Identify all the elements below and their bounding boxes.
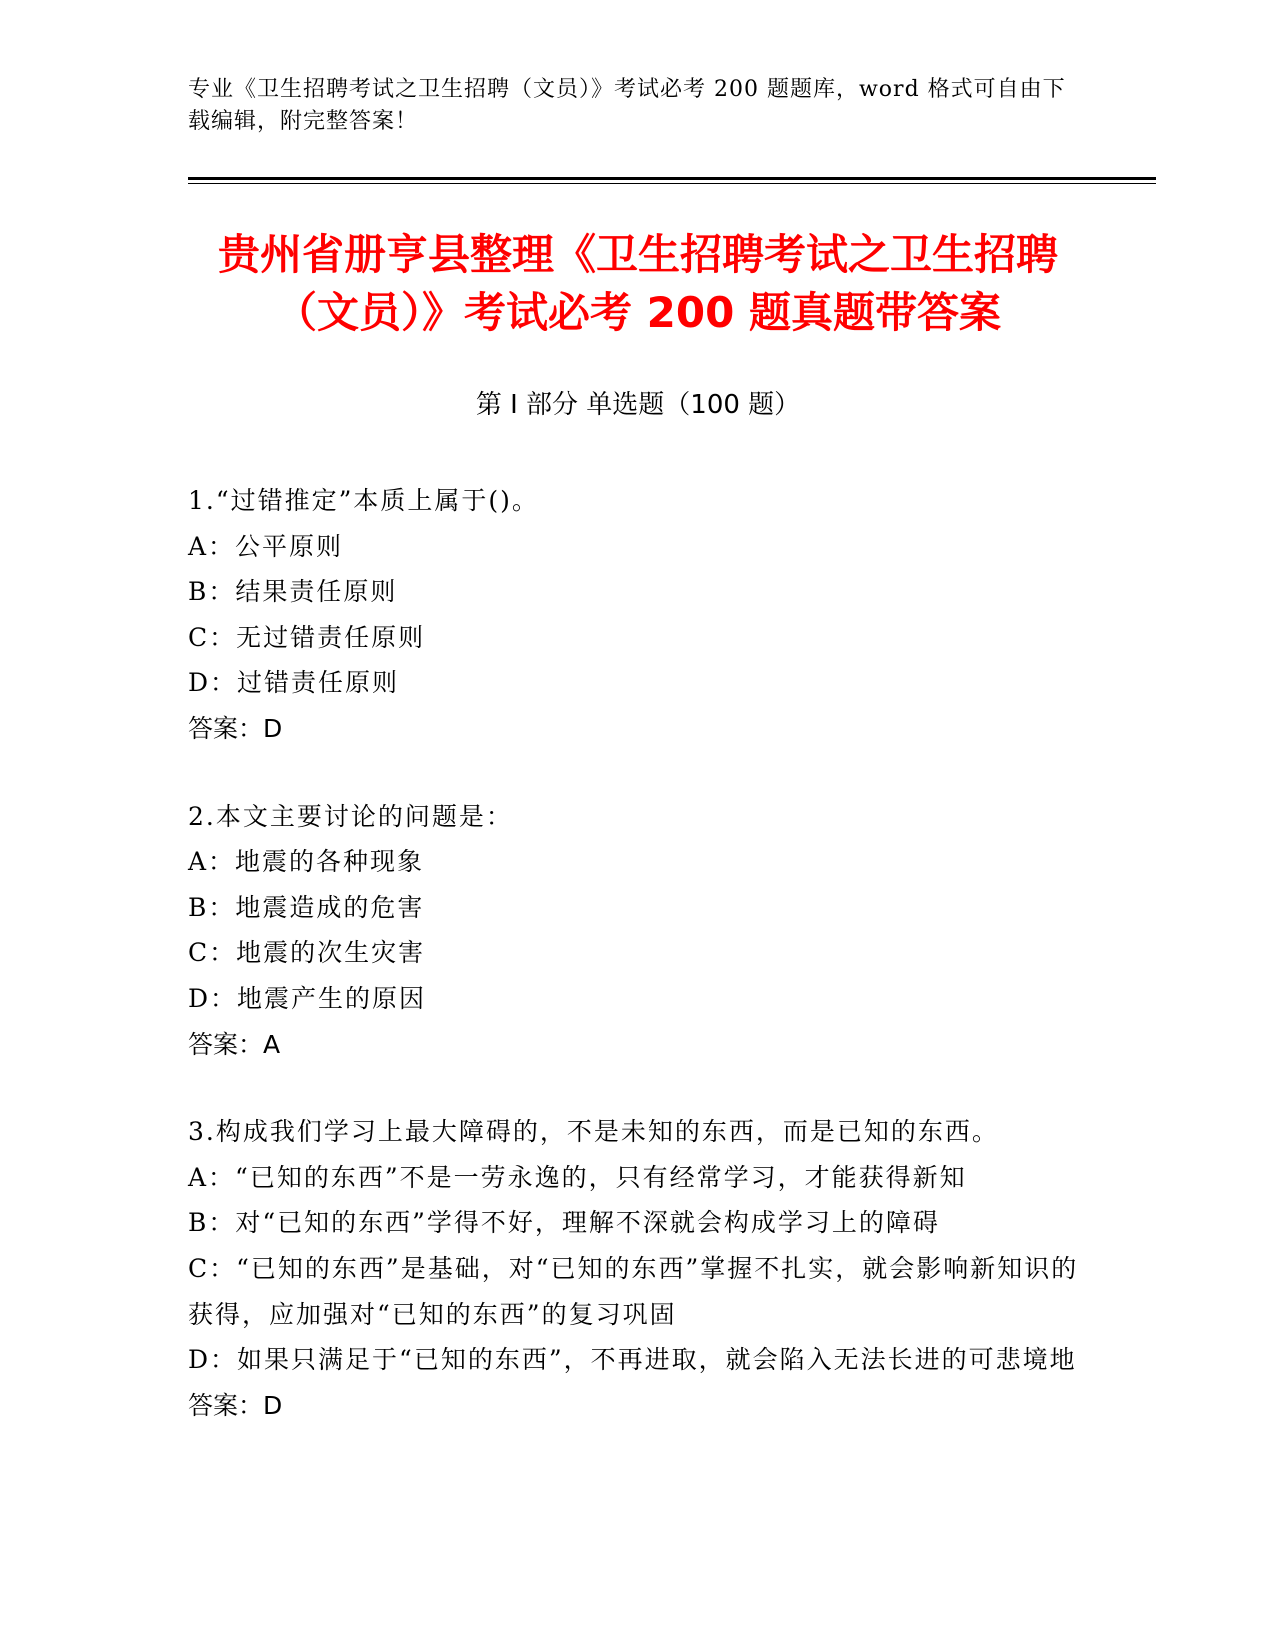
option-a: A：地震的各种现象 [188, 847, 425, 877]
question-stem: 1.“过错推定”本质上属于()。 [188, 486, 539, 515]
option-c: C：无过错责任原则 [188, 622, 426, 652]
document-title: 贵州省册亨县整理《卫生招聘考试之卫生招聘（文员）》考试必考 200 题真题带答案 [217, 230, 1058, 337]
option-c: C：地震的次生灾害 [188, 938, 426, 968]
option-d: D：如果只满足于“已知的东西”，不再进取，就会陷入无法长进的可悲境地 [188, 1345, 1077, 1375]
question-stem: 3.构成我们学习上最大障碍的，不是未知的东西，而是已知的东西。 [188, 1117, 999, 1147]
answer: 答案：D [188, 713, 283, 743]
question-stem: 2.本文主要讨论的问题是： [188, 801, 513, 831]
header-note: 专业《卫生招聘考试之卫生招聘（文员）》考试必考 200 题题库，word 格式可自由下载编辑，附完整答案！ [188, 77, 1066, 134]
question-1 [188, 478, 1088, 752]
header-divider-thin [188, 183, 1156, 184]
answer: 答案：D [188, 1390, 283, 1420]
option-a: A：公平原则 [188, 531, 344, 561]
option-d: D：地震产生的原因 [188, 983, 427, 1013]
option-c: C：“已知的东西”是基础，对“已知的东西”掌握不扎实，就会影响新知识的获得，应加强对“已知的东西”的复习巩固 [188, 1253, 1079, 1329]
option-b: B：结果责任原则 [188, 577, 398, 607]
option-d: D：过错责任原则 [188, 668, 400, 698]
option-b: B：地震造成的危害 [188, 892, 425, 922]
header-divider-thick [188, 177, 1156, 180]
question-2 [188, 794, 1088, 1068]
question-3 [188, 1109, 1088, 1428]
section-title: 第 I 部分 单选题（100 题） [475, 390, 801, 420]
option-b: B：对“已知的东西”学得不好，理解不深就会构成学习上的障碍 [188, 1208, 940, 1238]
option-a: A：“已知的东西”不是一劳永逸的，只有经常学习，才能获得新知 [188, 1162, 967, 1192]
question-list [188, 478, 1088, 1470]
answer: 答案：A [188, 1029, 281, 1059]
